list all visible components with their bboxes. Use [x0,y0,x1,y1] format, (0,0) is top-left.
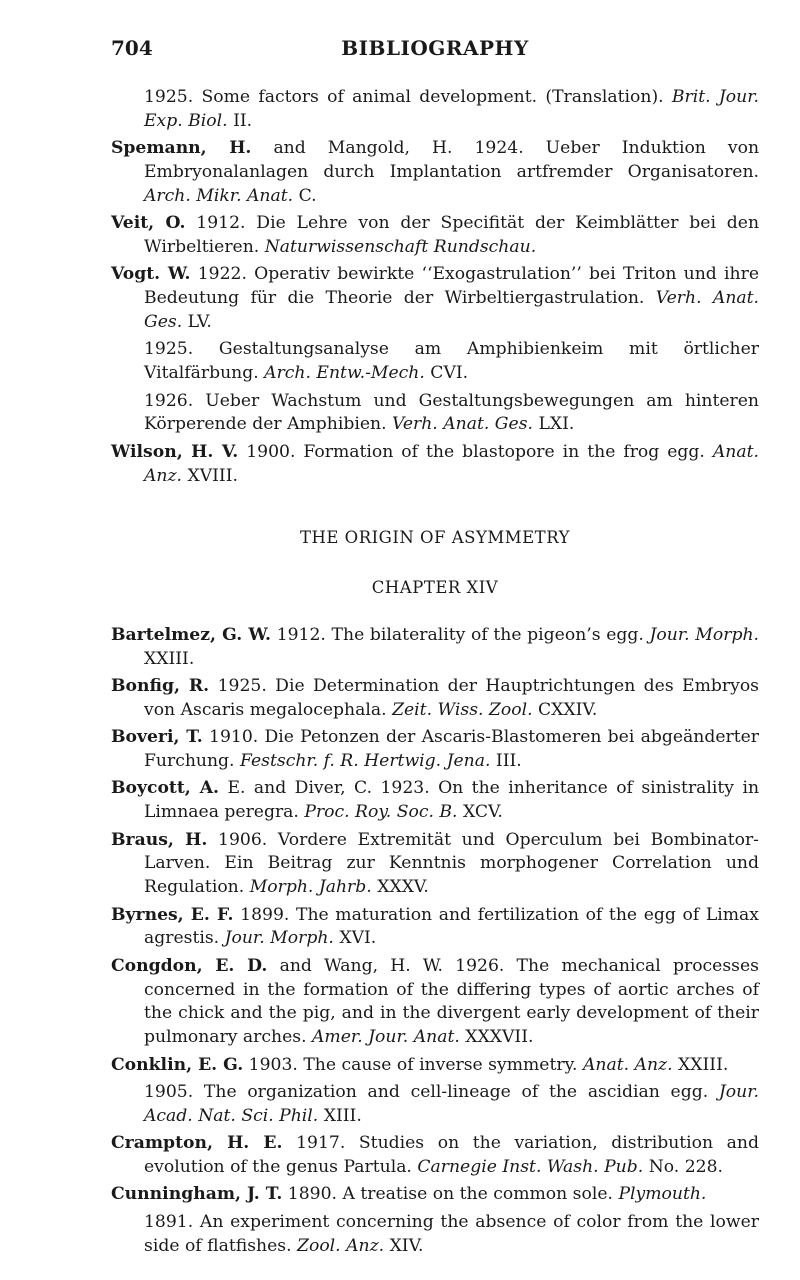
bibliography-entry [111,904,759,952]
entry-text: 1903. The cause of inverse symmetry. [248,1054,578,1075]
entry-volume: XIII. [323,1105,362,1126]
bibliography-entry [111,338,759,386]
bibliography-entry [111,212,759,260]
entry-journal: Proc. Roy. Soc. B. [304,802,458,823]
entry-text: 1925. Die Determination der Hauptrichtungen des Embryos von Ascaris megalocephala. [144,676,759,720]
entry-volume: LXI. [538,414,575,435]
entry-volume: CXXIV. [538,699,598,720]
entry-journal: Verh. Anat. Ges. [144,288,759,332]
bibliography-entry [111,955,759,1050]
entry-author: Congdon, E. D. [111,955,268,976]
running-head: BIBLIOGRAPHY [341,36,529,60]
bibliography-entry [111,726,759,774]
bibliography-list-continued [111,86,759,488]
entry-volume: C. [298,185,317,206]
entry-volume: XVIII. [187,465,238,486]
entry-volume: XXXVII. [465,1027,534,1048]
entry-text: 1917. Studies on the variation, distribution and evolution of the genus Partula. [144,1133,759,1177]
bibliography-entry [111,1132,759,1180]
entry-author: Boycott, A. [111,778,220,799]
entry-text: and Wang, H. W. 1926. The mechanical processes concerned in the formation of the differing types of aortic arches of the chick and the pig, and in the divergent early development of their pulmonary arches. [144,955,759,1048]
entry-author: Veit, O. [111,213,186,234]
bibliography-entry [111,86,759,134]
entry-text: 1906. Vordere Extremität und Operculum bei Bombinator-Larven. Ein Beitrag zur Kenntnis morphogener Correlation und Regulation. [144,829,759,898]
entry-journal: Arch. Entw.-Mech. [264,363,425,384]
entry-volume: II. [233,110,253,131]
entry-journal: Brit. Jour. Exp. Biol. [144,87,759,131]
entry-journal: Arch. Mikr. Anat. [144,185,294,206]
bibliography-body [111,86,759,1262]
entry-journal: Jour. Morph. [224,928,334,949]
entry-volume: XXIII. [144,648,195,669]
section-title: THE ORIGIN OF ASYMMETRY [299,528,570,548]
entry-journal: Carnegie Inst. Wash. Pub. [417,1156,644,1177]
chapter-title: CHAPTER XIV [371,578,499,598]
bibliography-entry [111,1081,759,1129]
entry-volume: No. 228. [648,1156,723,1177]
page-header [111,36,759,70]
entry-author: Wilson, H. V. [111,441,239,462]
entry-volume: LV. [187,311,212,332]
entry-author: Vogt. W. [111,264,191,285]
entry-volume: XCV. [462,802,503,823]
entry-volume: XXXV. [377,877,429,898]
entry-journal: Morph. Jahrb. [249,877,372,898]
entry-volume: XXIII. [678,1054,729,1075]
entry-volume: III. [495,751,522,772]
bibliography-entry [111,390,759,438]
entry-author: Cunningham, J. T. [111,1184,283,1205]
bibliography-entry [111,263,759,334]
entry-journal: Jour. Acad. Nat. Sci. Phil. [144,1082,759,1126]
bibliography-entry [111,1183,759,1207]
bibliography-entry [111,1054,759,1078]
bibliography-list-chapter-xiv [111,624,759,1258]
entry-journal: Festschr. f. R. Hertwig. Jena. [239,751,491,772]
entry-author: Bartelmez, G. W. [111,624,272,645]
entry-author: Braus, H. [111,829,208,850]
entry-text: 1910. Die Petonzen der Ascaris-Blastomeren bei abgeänderter Furchung. [144,727,760,772]
entry-author: Boveri, T. [111,727,203,748]
entry-journal: Amer. Jour. Anat. [312,1027,460,1048]
entry-text: 1890. A treatise on the common sole. [287,1184,613,1205]
entry-journal: Jour. Morph. [649,624,759,645]
entry-volume: XIV. [389,1235,424,1256]
entry-journal: Anat. Anz. [144,441,759,486]
bibliography-entry [111,1211,759,1259]
entry-text: 1925. Some factors of animal development. (Translation). [144,87,664,107]
entry-volume: CVI. [430,363,469,384]
bibliography-entry [111,675,759,723]
entry-text: 1926. Ueber Wachstum und Gestaltungsbewegungen am hinteren Körperende der Amphibien. [144,390,759,435]
entry-text: 1922. Operativ bewirkte ‘‘Exogastrulation’’ bei Triton und ihre Bedeutung für die Theorie der Wirbeltiergastrulation. [144,264,759,309]
entry-author: Byrnes, E. F. [111,904,234,925]
entry-text: 1912. Die Lehre von der Specifität der Keimblätter bei den Wirbeltieren. [144,213,760,257]
entry-journal: Verh. Anat. Ges. [392,414,533,435]
page-number: 704 [111,36,153,60]
entry-journal: Zool. Anz. [297,1235,385,1256]
entry-author: Crampton, H. E. [111,1133,283,1154]
bibliography-entry [111,441,759,489]
entry-volume: XVI. [339,928,377,949]
entry-text: 1899. The maturation and fertilization of the egg of Limax agrestis. [144,904,759,949]
entry-journal: Plymouth. [618,1184,707,1205]
entry-author: Spemann, H. [111,138,252,159]
entry-text: 1912. The bilaterality of the pigeon’s egg. [276,624,644,645]
bibliography-entry [111,777,759,825]
bibliography-entry [111,624,759,672]
entry-text: E. and Diver, C. 1923. On the inheritance of sinistrality in Limnaea peregra. [144,778,760,823]
bibliography-entry [111,137,759,208]
entry-author: Conklin, E. G. [111,1054,244,1075]
entry-journal: Naturwissenschaft Rundschau. [264,236,537,257]
entry-journal: Zeit. Wiss. Zool. [392,699,533,720]
bibliography-entry [111,829,759,900]
entry-journal: Anat. Anz. [582,1054,673,1075]
entry-text: and Mangold, H. 1924. Ueber Induktion von Embryonalanlagen durch Implantation artfremder Organisatoren. [144,138,760,182]
entry-author: Bonfig, R. [111,676,210,697]
entry-text: 1891. An experiment concerning the absence of color from the lower side of flatfishes. [144,1211,759,1256]
entry-text: 1925. Gestaltungsanalyse am Amphibienkeim mit örtlicher Vitalfärbung. [144,339,759,384]
entry-text: 1905. The organization and cell-lineage of the ascidian egg. [144,1082,709,1102]
entry-text: 1900. Formation of the blastopore in the frog egg. [246,441,705,462]
